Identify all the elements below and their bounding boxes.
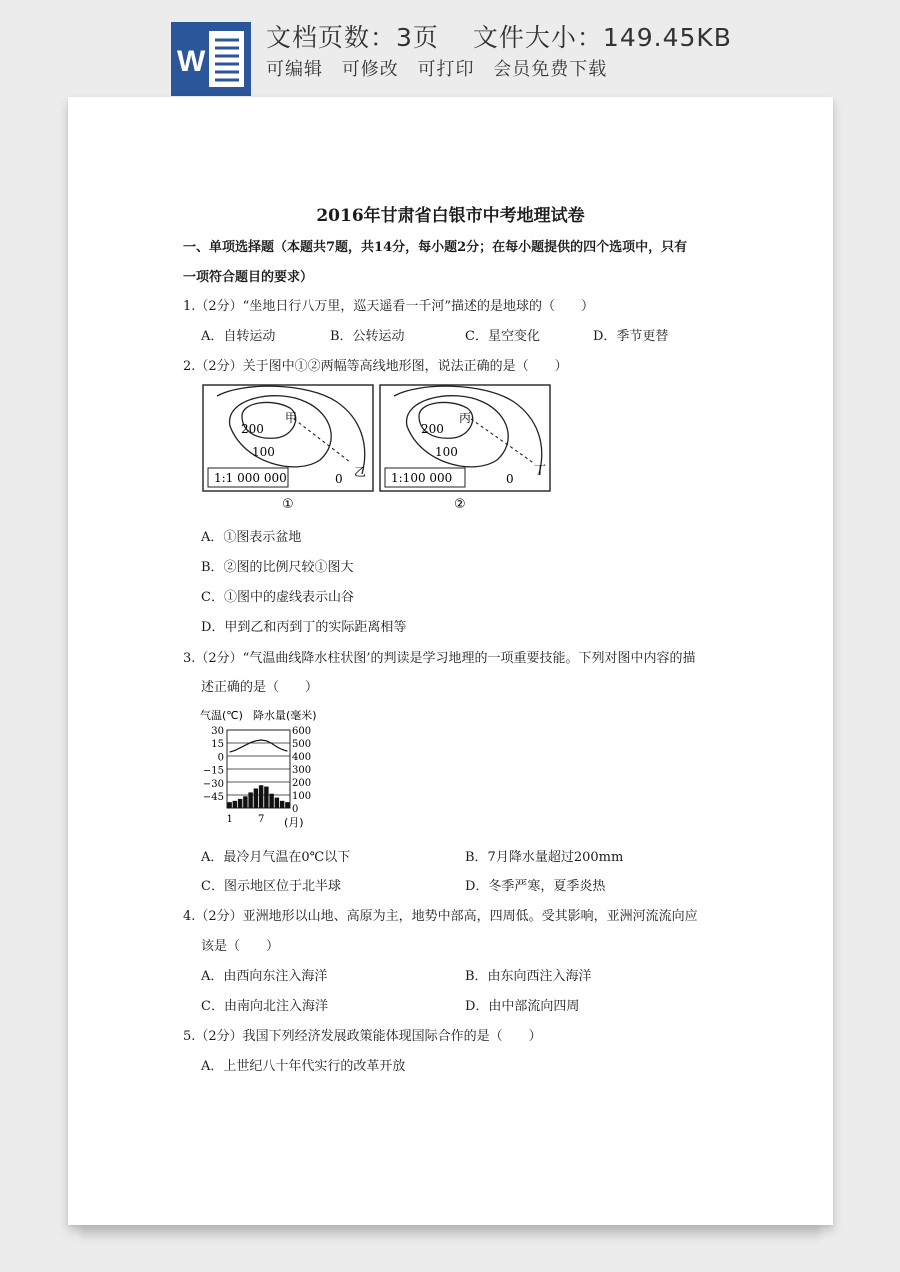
precipitation-bar	[238, 799, 242, 808]
svg-text:W: W	[177, 45, 206, 78]
question-4-stem-line2: 该是（ ）	[201, 939, 280, 954]
precipitation-bar	[254, 789, 258, 809]
q4-option-a: A．由西向东注入海洋	[201, 969, 328, 984]
question-5-stem: 5.（2分）我国下列经济发展政策能体现国际合作的是（ ）	[183, 1029, 542, 1044]
temperature-tick-label: −30	[202, 778, 224, 790]
precipitation-bar	[275, 798, 279, 808]
map1-label-0: 0	[335, 472, 343, 486]
map2-label-0: 0	[506, 472, 514, 486]
map1-scale: 1:1 000 000	[214, 471, 287, 485]
precipitation-tick-label: 0	[292, 804, 299, 815]
map2-caption: ②	[454, 497, 466, 512]
map2-label-200: 200	[421, 422, 444, 436]
map2-label-ding: 丁	[534, 463, 547, 477]
month-tick-label: 7	[257, 814, 265, 825]
q2-option-c: C．①图中的虚线表示山谷	[201, 590, 354, 605]
page-count: 文档页数：3页	[266, 23, 439, 52]
map1-label-jia: 甲	[285, 411, 298, 425]
q5-option-a: A．上世纪八十年代实行的改革开放	[201, 1059, 406, 1074]
q3-option-d: D．冬季严寒，夏季炎热	[465, 879, 606, 894]
feature-printable: 可打印	[417, 59, 475, 80]
q1-option-d: D．季节更替	[593, 329, 669, 344]
q4-option-d: D．由中部流向四周	[465, 999, 580, 1014]
feature-modifiable: 可修改	[341, 59, 399, 80]
contour-map-2	[380, 385, 550, 512]
precipitation-bar	[233, 801, 237, 808]
month-tick-label: 1	[226, 814, 233, 825]
feature-editable: 可编辑	[266, 59, 323, 80]
precipitation-tick-label: 300	[292, 765, 312, 776]
precipitation-tick-label: 600	[292, 726, 312, 737]
month-unit-label: (月)	[284, 816, 304, 829]
question-1-stem: 1.（2分）“坐地日行八万里，巡天遥看一千河”描述的是地球的（ ）	[183, 299, 594, 314]
map2-label-100: 100	[435, 445, 458, 459]
map2-label-bing: 丙	[459, 411, 472, 425]
precipitation-bar	[227, 802, 231, 808]
map1-label-yi: 乙	[354, 465, 367, 479]
question-3-stem-line2: 述正确的是（ ）	[201, 680, 319, 695]
q2-option-a: A．①图表示盆地	[201, 530, 302, 545]
section-heading-line1: 一、单项选择题（本题共7题，共14分，每小题2分；在每小题提供的四个选项中，只有	[183, 240, 688, 255]
q1-option-a: A．自转运动	[201, 329, 276, 344]
map1-label-200: 200	[241, 422, 264, 436]
file-size: 文件大小：149.45KB	[472, 23, 732, 52]
contour-map-1	[203, 385, 373, 512]
question-3-stem-line1: 3.（2分）“气温曲线降水柱状图’的判读是学习地理的一项重要技能。下列对图中内容的描	[183, 651, 696, 666]
document-page	[68, 97, 833, 1225]
q4-option-c: C．由南向北注入海洋	[201, 999, 328, 1014]
q3-option-a: A．最冷月气温在0℃以下	[201, 850, 351, 865]
temperature-line	[230, 740, 288, 752]
temperature-axis-label: 气温(℃)	[200, 709, 243, 722]
q1-option-c: C．星空变化	[465, 329, 540, 344]
temperature-tick-label: 0	[217, 752, 224, 764]
precipitation-bar	[269, 794, 273, 808]
precipitation-tick-label: 200	[292, 778, 312, 789]
climate-chart	[200, 705, 330, 829]
q3-option-c: C．图示地区位于北半球	[201, 879, 341, 894]
temperature-tick-label: 30	[211, 726, 224, 737]
contour-maps-figure	[202, 384, 551, 514]
precipitation-bar	[280, 801, 284, 808]
q3-option-b: B．7月降水量超过200mm	[465, 850, 624, 865]
q2-option-b: B．②图的比例尺较①图大	[201, 560, 354, 575]
map2-scale: 1:100 000	[391, 471, 453, 485]
map1-label-100: 100	[252, 445, 275, 459]
document-info-banner	[0, 0, 900, 96]
feature-list	[266, 55, 619, 81]
section-heading-line2: 一项符合题目的要求）	[183, 270, 314, 285]
precipitation-bar	[264, 787, 268, 808]
exam-title: 2016年甘肃省白银市中考地理试卷	[316, 206, 585, 226]
precipitation-tick-label: 400	[292, 752, 312, 763]
precipitation-bar	[259, 785, 263, 808]
q2-option-d: D．甲到乙和丙到丁的实际距离相等	[201, 620, 407, 635]
feature-free-download: 会员免费下载	[493, 59, 608, 80]
paper-shadow	[80, 1226, 820, 1244]
question-4-stem-line1: 4.（2分）亚洲地形以山地、高原为主，地势中部高，四周低。受其影响，亚洲河流流向应	[183, 909, 698, 924]
precipitation-axis-label: 降水量(毫米)	[253, 709, 317, 722]
word-document-icon	[171, 22, 251, 96]
precipitation-bar	[285, 802, 289, 808]
temperature-tick-label: −15	[202, 765, 224, 777]
q4-option-b: B．由东向西注入海洋	[465, 969, 592, 984]
temperature-tick-label: 15	[211, 739, 224, 751]
map1-caption: ①	[282, 497, 294, 512]
precipitation-bar	[243, 796, 247, 808]
precipitation-bar	[248, 792, 252, 808]
file-stats	[266, 18, 732, 54]
q1-option-b: B．公转运动	[330, 329, 405, 344]
temperature-tick-label: −45	[202, 792, 224, 803]
precipitation-tick-label: 100	[292, 791, 312, 802]
precipitation-tick-label: 500	[292, 739, 312, 750]
question-2-stem: 2.（2分）关于图中①②两幅等高线地形图，说法正确的是（ ）	[183, 359, 568, 374]
